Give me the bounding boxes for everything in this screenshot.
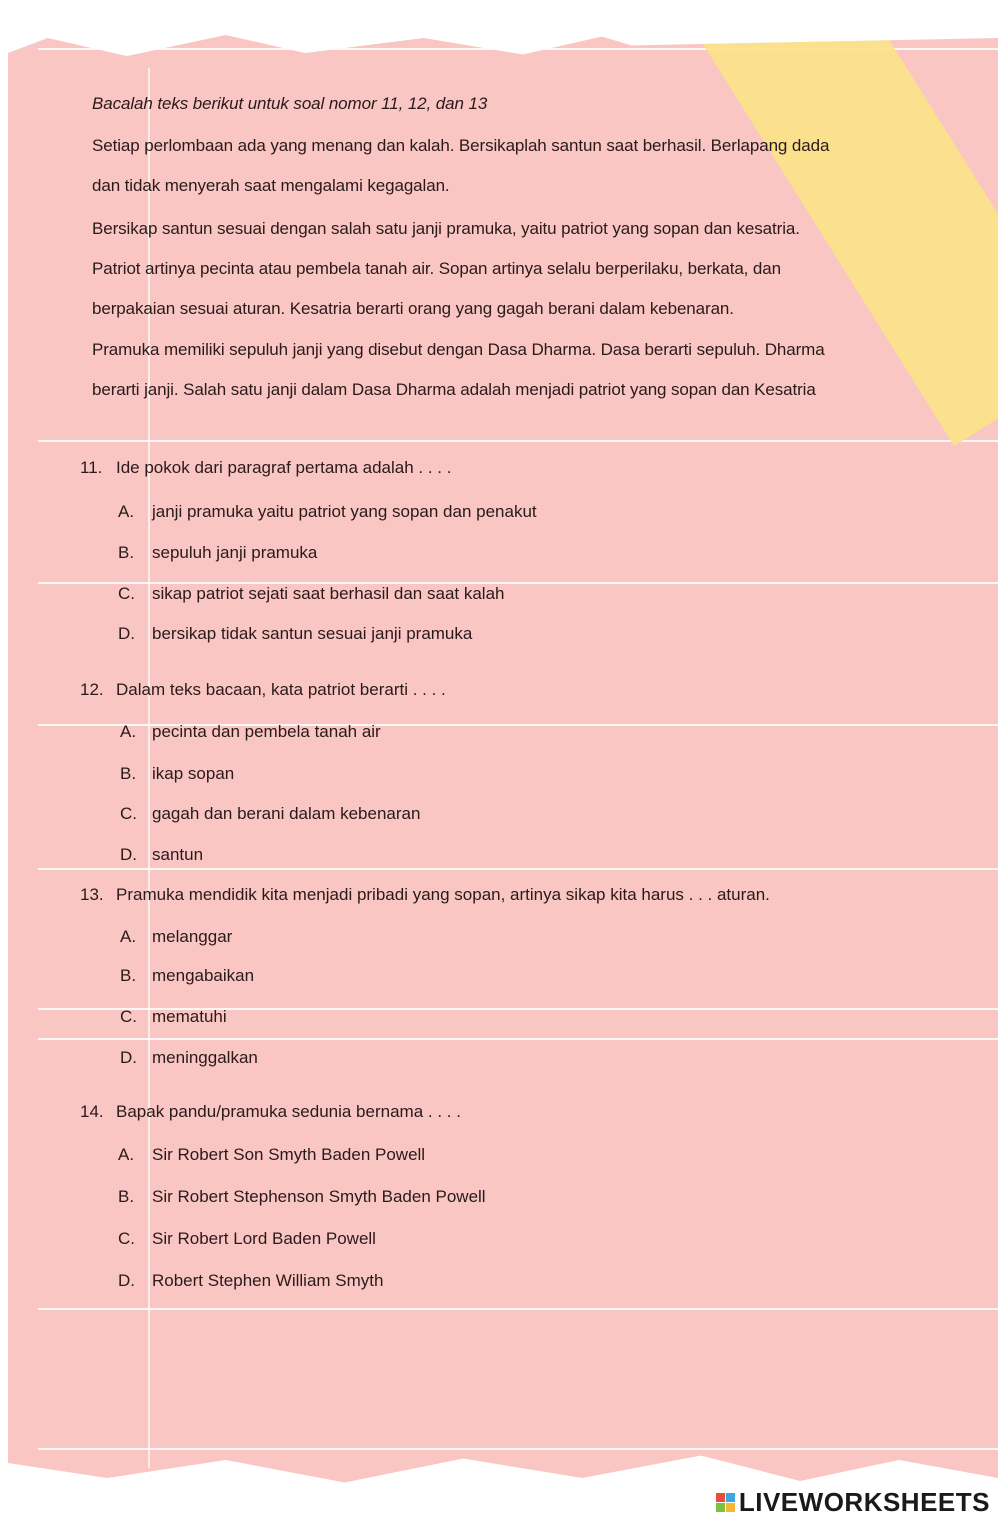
- intro-instruction: Bacalah teks berikut untuk soal nomor 11, 12, dan 13: [92, 94, 488, 113]
- option-letter: D.: [120, 845, 137, 864]
- option-letter: A.: [118, 1145, 135, 1164]
- liveworksheets-logo: [716, 1487, 990, 1518]
- option-text: ikap sopan: [152, 764, 235, 783]
- passage-line: dan tidak menyerah saat mengalami kegagalan.: [92, 176, 450, 195]
- question-text: Bapak pandu/pramuka sedunia bernama . . . .: [116, 1102, 461, 1121]
- option-text: mengabaikan: [152, 966, 255, 985]
- question-number: 14.: [80, 1102, 104, 1121]
- option-letter: D.: [120, 1048, 137, 1067]
- option-letter: D.: [118, 624, 135, 643]
- option-text: santun: [152, 845, 204, 864]
- option-text: pecinta dan pembela tanah air: [152, 722, 381, 741]
- option-letter: B.: [118, 543, 135, 562]
- question-text: Ide pokok dari paragraf pertama adalah . . . .: [116, 458, 452, 477]
- option-letter: B.: [120, 764, 137, 783]
- question-number: 13.: [80, 885, 104, 904]
- passage-line: berpakaian sesuai aturan. Kesatria berarti orang yang gagah berani dalam kebenaran.: [92, 299, 734, 318]
- option-text: sikap patriot sejati saat berhasil dan saat kalah: [152, 584, 505, 603]
- option-text: gagah dan berani dalam kebenaran: [152, 804, 421, 823]
- brand-text: LIVEWORKSHEETS: [738, 1487, 990, 1517]
- logo-grid-icon: [716, 1493, 735, 1512]
- option-text: meninggalkan: [152, 1048, 258, 1067]
- option-letter: C.: [118, 584, 135, 603]
- option-text: Sir Robert Stephenson Smyth Baden Powell: [152, 1187, 486, 1206]
- option-letter: C.: [120, 804, 137, 823]
- question-number: 12.: [80, 680, 104, 699]
- option-letter: B.: [120, 966, 137, 985]
- option-text: Sir Robert Son Smyth Baden Powell: [152, 1145, 426, 1164]
- option-text: melanggar: [152, 927, 233, 946]
- option-letter: A.: [120, 927, 137, 946]
- option-letter: C.: [118, 1229, 135, 1248]
- question-text: Dalam teks bacaan, kata patriot berarti . . . .: [116, 680, 446, 699]
- option-text: bersikap tidak santun sesuai janji pramuka: [152, 624, 473, 643]
- option-text: sepuluh janji pramuka: [152, 543, 318, 562]
- option-text: Sir Robert Lord Baden Powell: [152, 1229, 376, 1248]
- question-number: 11.: [80, 458, 103, 477]
- option-text: Robert Stephen William Smyth: [152, 1271, 384, 1290]
- option-letter: A.: [120, 722, 137, 741]
- passage-line: Bersikap santun sesuai dengan salah satu janji pramuka, yaitu patriot yang sopan dan kesatria.: [92, 219, 800, 238]
- passage-line: Patriot artinya pecinta atau pembela tanah air. Sopan artinya selalu berperilaku, berkata, dan: [92, 259, 781, 278]
- option-letter: D.: [118, 1271, 135, 1290]
- question-text: Pramuka mendidik kita menjadi pribadi yang sopan, artinya sikap kita harus . . . aturan.: [116, 885, 770, 904]
- passage-line: berarti janji. Salah satu janji dalam Dasa Dharma adalah menjadi patriot yang sopan dan Kesatria: [92, 380, 816, 399]
- option-text: janji pramuka yaitu patriot yang sopan dan penakut: [152, 502, 537, 521]
- option-letter: C.: [120, 1007, 137, 1026]
- passage-line: Setiap perlombaan ada yang menang dan kalah. Bersikaplah santun saat berhasil. Berlapang dada: [92, 136, 830, 155]
- option-letter: A.: [118, 502, 135, 521]
- passage-line: Pramuka memiliki sepuluh janji yang disebut dengan Dasa Dharma. Dasa berarti sepuluh. Dharma: [92, 340, 825, 359]
- option-text: mematuhi: [152, 1007, 227, 1026]
- option-letter: B.: [118, 1187, 135, 1206]
